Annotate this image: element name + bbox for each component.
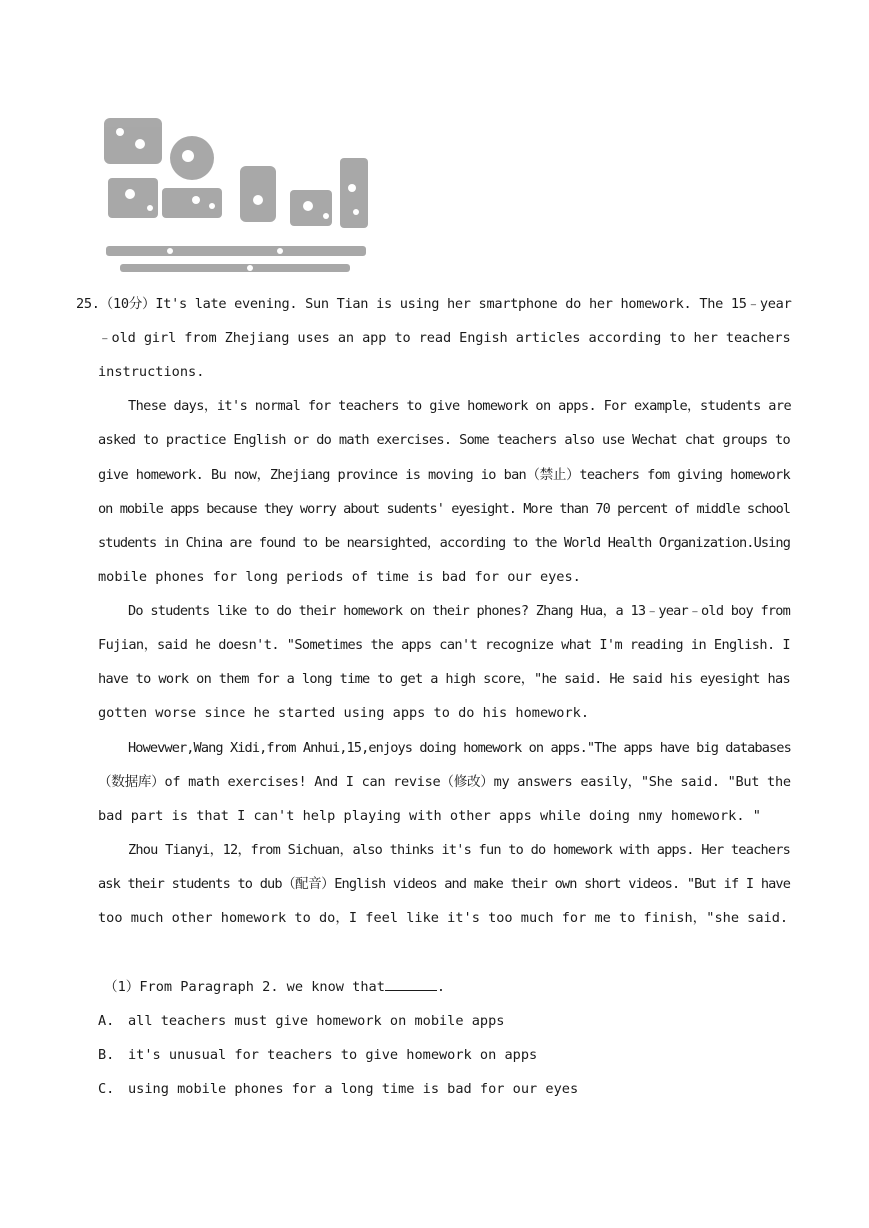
paragraph-3-line: have to work on them for a long time to get a high score，"he said. He said his eyesight has [98, 671, 790, 687]
paragraph-5-line: too much other homework to do，I feel like it's too much for me to finish，"she said. [98, 910, 789, 926]
option-letter: A. [98, 1013, 115, 1029]
paragraph-2-line: students in China are found to be nearsighted，according to the World Health Organization.Using [98, 535, 790, 551]
question-number: 25.（10分） [76, 296, 156, 312]
paragraph-3-line: gotten worse since he started using apps to do his homework. [98, 705, 590, 721]
option-text: using mobile phones for a long time is bad for our eyes [128, 1081, 579, 1097]
paragraph-2-line: These days，it's normal for teachers to give homework on apps. For example，students are [128, 398, 792, 414]
option-letter: B. [98, 1047, 115, 1063]
option-letter: C. [98, 1081, 115, 1097]
question-line-3: instructions. [98, 364, 205, 380]
question-line-1: 25.（10分）It's late evening. Sun Tian is using her smartphone do her homework. The 15﹣year [76, 296, 792, 312]
answer-blank [385, 977, 437, 991]
sub-question-prompt: （1）From Paragraph 2. we know that . [104, 979, 446, 995]
paragraph-2-line: on mobile apps because they worry about sudents' eyesight. More than 70 percent of middle school [98, 501, 790, 517]
faded-stamp-image [100, 108, 372, 280]
paragraph-4-line: Howevwer,Wang Xidi,from Anhui,15,enjoys doing homework on apps."The apps have big databases [128, 740, 791, 756]
paragraph-5-line: Zhou Tianyi，12，from Sichuan，also thinks it's fun to do homework with apps. Her teachers [128, 842, 790, 858]
paragraph-5-line: ask their students to dub（配音）English videos and make their own short videos. "But if I have [98, 876, 790, 892]
option-text: all teachers must give homework on mobile apps [128, 1013, 505, 1029]
paragraph-3-line: Fujian，said he doesn't. "Sometimes the apps can't recognize what I'm reading in English. I [98, 637, 790, 653]
question-line-2: ﹣old girl from Zhejiang uses an app to read Engish articles according to her teachers [98, 330, 791, 346]
paragraph-3-line: Do students like to do their homework on their phones? Zhang Hua，a 13﹣year﹣old boy from [128, 603, 790, 619]
paragraph-2-line: asked to practice English or do math exercises. Some teachers also use Wechat chat groups to [98, 432, 790, 448]
paragraph-2-line: give homework. Bu now，Zhejiang province is moving io ban（禁止）teachers fom giving homework [98, 467, 790, 483]
option-text: it's unusual for teachers to give homework on apps [128, 1047, 538, 1063]
paragraph-4-line: （数据库）of math exercises! And I can revise（修改）my answers easily，"She said. "But the [98, 774, 791, 790]
paragraph-4-line: bad part is that I can't help playing with other apps while doing nmy homework. " [98, 808, 761, 824]
paragraph-2-line: mobile phones for long periods of time is bad for our eyes. [98, 569, 581, 585]
